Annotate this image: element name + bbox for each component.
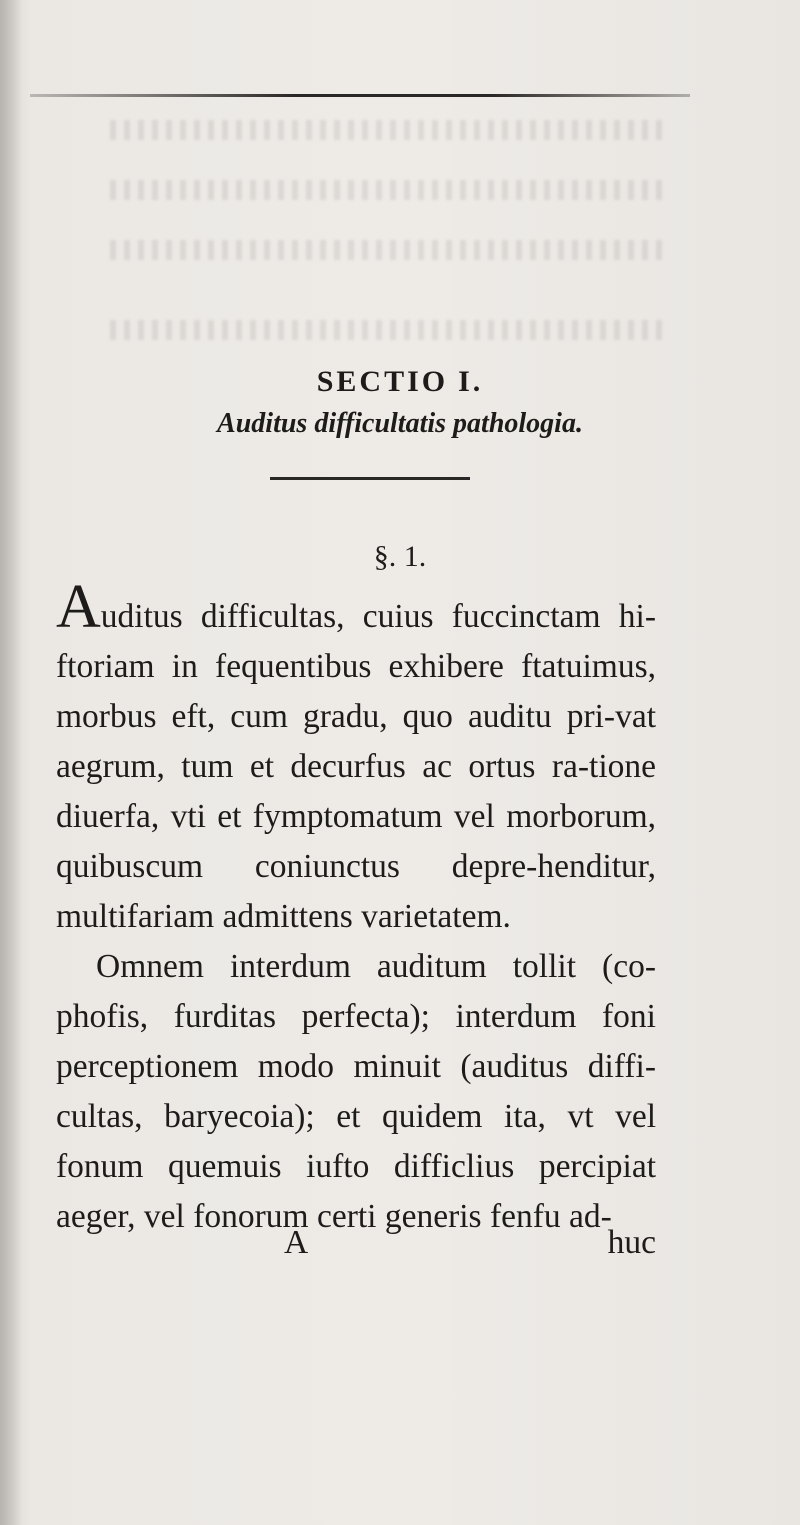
bleed-through — [110, 240, 670, 260]
paragraph-1-text: uditus difficultas, cuius fuccinctam hi-ftoriam in fequentibus exhibere ftatuimus, morbus eft, cum gradu, quo auditu pri-vat aegrum, tum et decurfus ac ortus ra-tione diuerfa, vti et fymptomatum vel morborum, quibuscum coniunctus depre-henditur, multifariam admittens varietatem. — [56, 598, 656, 935]
paragraph-2: Omnem interdum auditum tollit (co-phofis, furditas perfecta); interdum foni perceptionem modo minuit (auditus diffi-cultas, baryecoia); et quidem ita, vt vel fonum quemuis iufto difficlius percipiat aeger, vel fonorum certi generis fenfu ad- — [56, 948, 656, 1235]
section-subtitle: Auditus difficultatis pathologia. — [217, 408, 583, 439]
body-text — [56, 573, 656, 1242]
binding-shadow — [0, 0, 22, 1525]
paragraph-1 — [56, 573, 656, 942]
heading-rule — [270, 477, 470, 480]
paragraph-mark: §. 1. — [373, 540, 427, 573]
section-heading — [0, 365, 800, 399]
bleed-through — [110, 180, 670, 200]
page-footer — [56, 1218, 656, 1268]
top-rule — [30, 94, 690, 97]
signature-mark: A — [284, 1224, 309, 1261]
catchword: huc — [607, 1224, 656, 1261]
bleed-through — [110, 320, 670, 340]
section-title: SECTIO — [316, 365, 449, 398]
bleed-through — [110, 120, 670, 140]
drop-cap: A — [56, 573, 101, 641]
section-number: I. — [458, 365, 484, 398]
